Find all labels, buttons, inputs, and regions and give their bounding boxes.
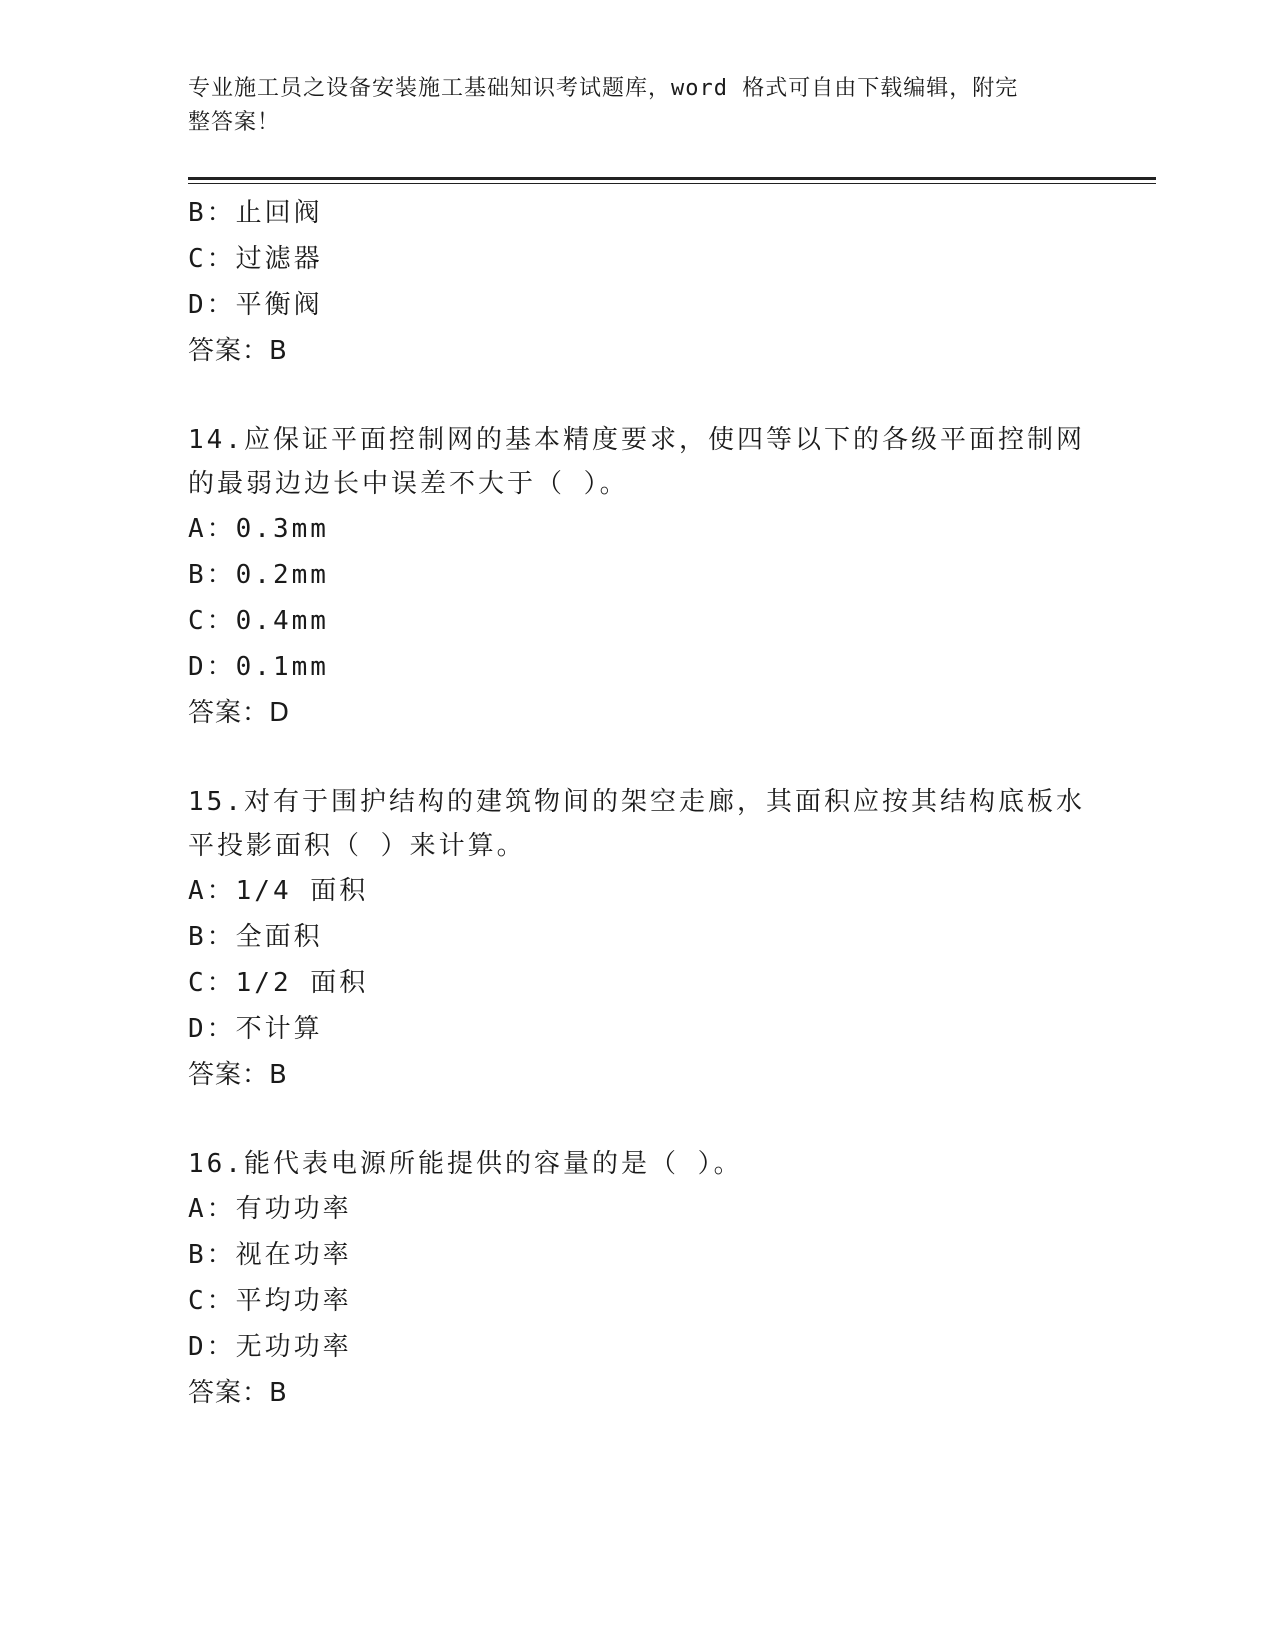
option-b: B：视在功率 (188, 1240, 352, 1270)
option-d: D：0.1mm (188, 652, 329, 682)
question-16 (188, 1142, 1088, 1416)
header-title-line-1: 专业施工员之设备安装施工基础知识考试题库，word 格式可自由下载编辑，附完 (188, 76, 1019, 101)
answer-label: 答案：B (188, 1378, 288, 1408)
header-divider-thin (188, 183, 1156, 184)
option-d: D：不计算 (188, 1014, 323, 1044)
question-text-line: 14.应保证平面控制网的基本精度要求，使四等以下的各级平面控制网 (188, 425, 1085, 455)
question-list (188, 190, 1088, 1416)
option-a: A：有功功率 (188, 1194, 352, 1224)
option-b: B：止回阀 (188, 198, 323, 228)
spacer (188, 1098, 1088, 1142)
spacer (188, 736, 1088, 780)
option-d: D：无功功率 (188, 1332, 352, 1362)
option-c: C：过滤器 (188, 244, 323, 274)
answer-label: 答案：D (188, 698, 291, 728)
question-text-line: 平投影面积（ ）来计算。 (188, 831, 526, 861)
option-b: B：全面积 (188, 922, 323, 952)
question-text-line: 的最弱边边长中误差不大于（ ）。 (188, 469, 629, 499)
header-divider-thick (188, 177, 1156, 180)
header-title-line-2: 整答案！ (188, 110, 281, 135)
option-d: D：平衡阀 (188, 290, 323, 320)
question-text-line: 16.能代表电源所能提供的容量的是（ ）。 (188, 1149, 743, 1179)
option-c: C：1/2 面积 (188, 968, 369, 998)
document-header (188, 72, 1068, 140)
answer-label: 答案：B (188, 1060, 288, 1090)
question-14 (188, 418, 1088, 736)
question-text-line: 15.对有于围护结构的建筑物间的架空走廊，其面积应按其结构底板水 (188, 787, 1085, 817)
option-a: A：1/4 面积 (188, 876, 369, 906)
spacer (188, 374, 1088, 418)
question-15 (188, 780, 1088, 1098)
option-a: A：0.3mm (188, 514, 329, 544)
partial-question-13 (188, 190, 1088, 374)
option-c: C：平均功率 (188, 1286, 352, 1316)
option-b: B：0.2mm (188, 560, 329, 590)
option-c: C：0.4mm (188, 606, 329, 636)
answer-label: 答案：B (188, 336, 288, 366)
